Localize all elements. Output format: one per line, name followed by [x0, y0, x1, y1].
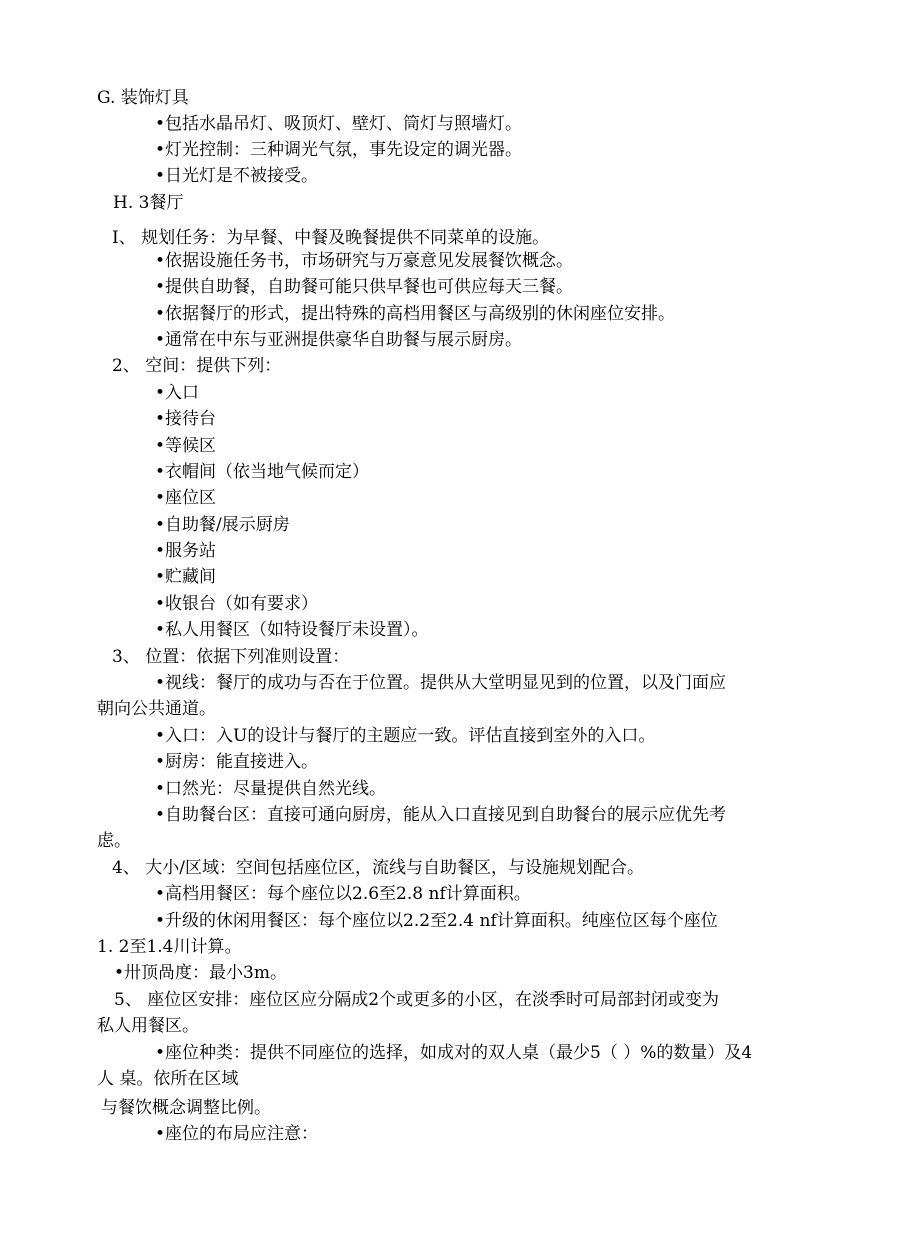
- bullet-line: •座位种类：提供不同座位的选择，如成对的双人桌（最少5（ ）%的数量）及4: [155, 1043, 753, 1063]
- bullet-line: •依据设施任务书，市场研究与万豪意见发展餐饮概念。: [155, 251, 574, 271]
- continuation-line: 私人用餐区。: [97, 1016, 199, 1036]
- bullet-line: •座位区: [155, 488, 217, 508]
- continuation-line: 人 桌。依所在区域: [97, 1069, 239, 1089]
- bullet-line: •高档用餐区：每个座位以2.6至2.8 nf计算面积。: [155, 884, 531, 904]
- bullet-line: •通常在中东与亚洲提供豪华自助餐与展示厨房。: [155, 330, 523, 350]
- bullet-line: •包括水晶吊灯、吸顶灯、壁灯、筒灯与照墙灯。: [155, 114, 523, 134]
- continuation-line: 与餐饮概念调整比例。: [101, 1098, 271, 1118]
- bullet-line: •提供自助餐，自助餐可能只供早餐也可供应每天三餐。: [155, 277, 574, 297]
- bullet-line: •座位的布局应注意：: [155, 1124, 319, 1144]
- bullet-line: •自助餐台区：直接可通向厨房，能从入口直接见到自助餐台的展示应优先考: [155, 805, 727, 825]
- bullet-line: •入口：入U的设计与餐厅的主题应一致。评估直接到室外的入口。: [155, 726, 656, 746]
- bullet-line: •收银台（如有要求）: [155, 594, 319, 614]
- numbered-item: I、 规划任务：为早餐、中餐及晚餐提供不同菜单的设施。: [112, 228, 550, 248]
- continuation-line: 虑。: [97, 831, 131, 851]
- bullet-line: •服务站: [155, 541, 217, 561]
- bullet-line: •厨房：能直接进入。: [155, 752, 319, 772]
- bullet-line: •贮藏间: [155, 567, 217, 587]
- numbered-item: 5、 座位区安排：座位区应分隔成2个或更多的小区，在淡季时可局部封闭或变为: [114, 990, 720, 1010]
- section-heading-h: H. 3餐厅: [113, 193, 184, 213]
- bullet-line: •等候区: [155, 436, 217, 456]
- continuation-line: 朝向公共通道。: [97, 699, 216, 719]
- bullet-line: •入口: [155, 383, 200, 403]
- bullet-line: •灯光控制：三种调光气氛，事先设定的调光器。: [155, 140, 523, 160]
- numbered-item: 2、 空间：提供下列：: [112, 356, 282, 376]
- bullet-line: •私人用餐区（如特设餐厅未设置）。: [155, 620, 429, 640]
- bullet-line: •接待台: [155, 409, 217, 429]
- bullet-line: •日光灯是不被接受。: [155, 166, 319, 186]
- bullet-line: •依据餐厅的形式，提出特殊的高档用餐区与高级别的休闲座位安排。: [155, 304, 676, 324]
- numbered-item: 3、 位置：依据下列准则设置：: [112, 647, 350, 667]
- bullet-line: •视线：餐厅的成功与否在于位置。提供从大堂明显见到的位置，以及门面应: [155, 673, 727, 693]
- bullet-line: •升级的休闲用餐区：每个座位以2.2至2.4 nf计算面积。纯座位区每个座位: [155, 911, 718, 931]
- continuation-line: 1. 2至1.4川计算。: [97, 937, 242, 957]
- numbered-item: 4、 大小/区域：空间包括座位区，流线与自助餐区，与设施规划配合。: [112, 858, 644, 878]
- section-heading-g: G. 装饰灯具: [97, 88, 189, 108]
- bullet-line: •口然光：尽量提供自然光线。: [155, 779, 387, 799]
- bullet-line: •衣帽间（依当地气候而定）: [155, 462, 370, 482]
- bullet-line: •卅顶咼度：最小3m。: [114, 963, 287, 983]
- bullet-line: •自助餐/展示厨房: [155, 515, 290, 535]
